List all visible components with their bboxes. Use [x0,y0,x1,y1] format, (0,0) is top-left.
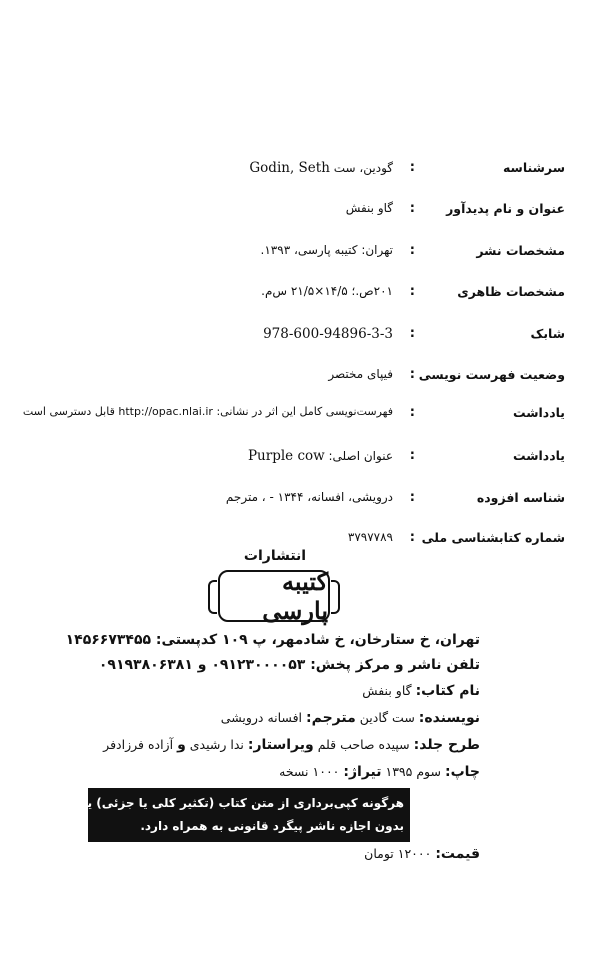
cip-row-main-entry [20,160,565,186]
cip-value: گاو بنفش [345,201,393,215]
book-title-value: گاو بنفش [362,683,412,698]
cip-label: شابک [530,326,565,341]
publisher-logo [210,548,340,628]
cip-separator: : [409,160,415,175]
logo-frame [218,567,330,625]
cip-value: تهران: کتیبه پارسی، ۱۳۹۳. [260,243,393,257]
cip-separator: : [409,530,415,545]
price-line [364,846,480,862]
cip-label: مشخصات نشر [476,243,565,258]
editor-label: ویراستار: [247,737,314,753]
cip-separator: : [409,326,415,341]
cip-separator: : [409,405,415,420]
translator-value: افسانه درویشی [220,710,303,725]
cip-label: سرشناسه [502,160,565,175]
cip-separator: : [409,490,415,505]
author-label: نویسنده: [418,710,480,726]
editor2-value: آزاده فرزادفر [103,737,174,752]
cover-value: سپیده صاحب قلم [317,737,410,752]
cip-label: یادداشت [512,405,565,420]
book-title-line [362,683,480,699]
cip-separator: : [409,243,415,258]
cip-value: گودین، ست Godin, Seth [249,160,393,176]
print-label: چاپ: [444,764,480,780]
cover-label: طرح جلد: [413,737,480,753]
book-title-label: نام کتاب: [415,683,480,699]
cip-row-title [20,201,565,227]
price-value: ۱۲۰۰۰ تومان [364,846,432,861]
cip-label: عنوان و نام پدیدآور [446,201,565,216]
logo-wordmark: کتیبه پارسی [262,567,328,625]
run-value: ۱۰۰۰ نسخه [279,764,340,779]
cip-value: 978-600-94896-3-3 [263,326,393,342]
cip-row-note-1 [20,405,565,431]
print-line [279,764,480,780]
author-value: ست گادین [359,710,415,725]
translator-label: مترجم: [306,710,356,726]
copyright-notice [22,788,410,842]
cip-value: فیپای مختصر [328,367,393,381]
cip-label: مشخصات ظاهری [457,284,565,299]
price-label: قیمت: [435,846,480,862]
cip-separator: : [409,448,415,463]
print-value: سوم ۱۳۹۵ [385,764,441,779]
author-line [221,710,480,726]
notice-line: بدون اجازه ناشر پیگرد قانونی به همراه دارد. [140,819,404,833]
publisher-heading: انتشارات [243,548,307,564]
cip-row-cataloging-status [20,367,565,393]
cip-label: یادداشت [512,448,565,463]
cip-label: وضعیت فهرست نویسی [418,367,565,382]
notice-line: هرگونه کپی‌برداری از متن کتاب (تکثیر کلی یا جزئی) یا طرح جلد، [22,796,404,810]
cip-value: ۳۷۹۷۷۸۹ [347,530,393,544]
cip-label: شماره کتابشناسی ملی [421,530,565,545]
publisher-address: تهران، خ ستارخان، خ شادمهر، پ ۱۰۹ کدپستی: ۱۴۵۶۶۷۳۴۵۵ [65,632,480,648]
cip-value: عنوان اصلی: Purple cow [247,448,393,464]
cip-row-added-entry [20,490,565,516]
and-word: و [177,737,186,753]
cip-row-note-2 [20,448,565,474]
cip-value: ۲۰۱ص.؛ ۱۴/۵×۲۱/۵ س‌م. [261,284,393,298]
cip-value: فهرست‌نویسی کامل این اثر در نشانی: http://opac.nlai.ir قابل دسترسی است [22,405,393,418]
cip-label: شناسه افزوده [476,490,565,505]
cip-separator: : [409,201,415,216]
cip-separator: : [409,284,415,299]
publisher-phones: تلفن ناشر و مرکز پخش: ۰۹۱۲۳۰۰۰۰۵۳ و ۰۹۱۹۳۸۰۶۳۸۱ [98,657,480,673]
cip-row-publication [20,243,565,269]
editor-value: ندا رشیدی [189,737,244,752]
design-line [103,737,480,753]
cip-row-isbn [20,326,565,352]
cip-value: درویشی، افسانه، ۱۳۴۴ - ، مترجم [225,490,393,504]
run-label: تیراژ: [343,764,382,780]
cip-separator: : [409,367,415,382]
cip-row-physical [20,284,565,310]
